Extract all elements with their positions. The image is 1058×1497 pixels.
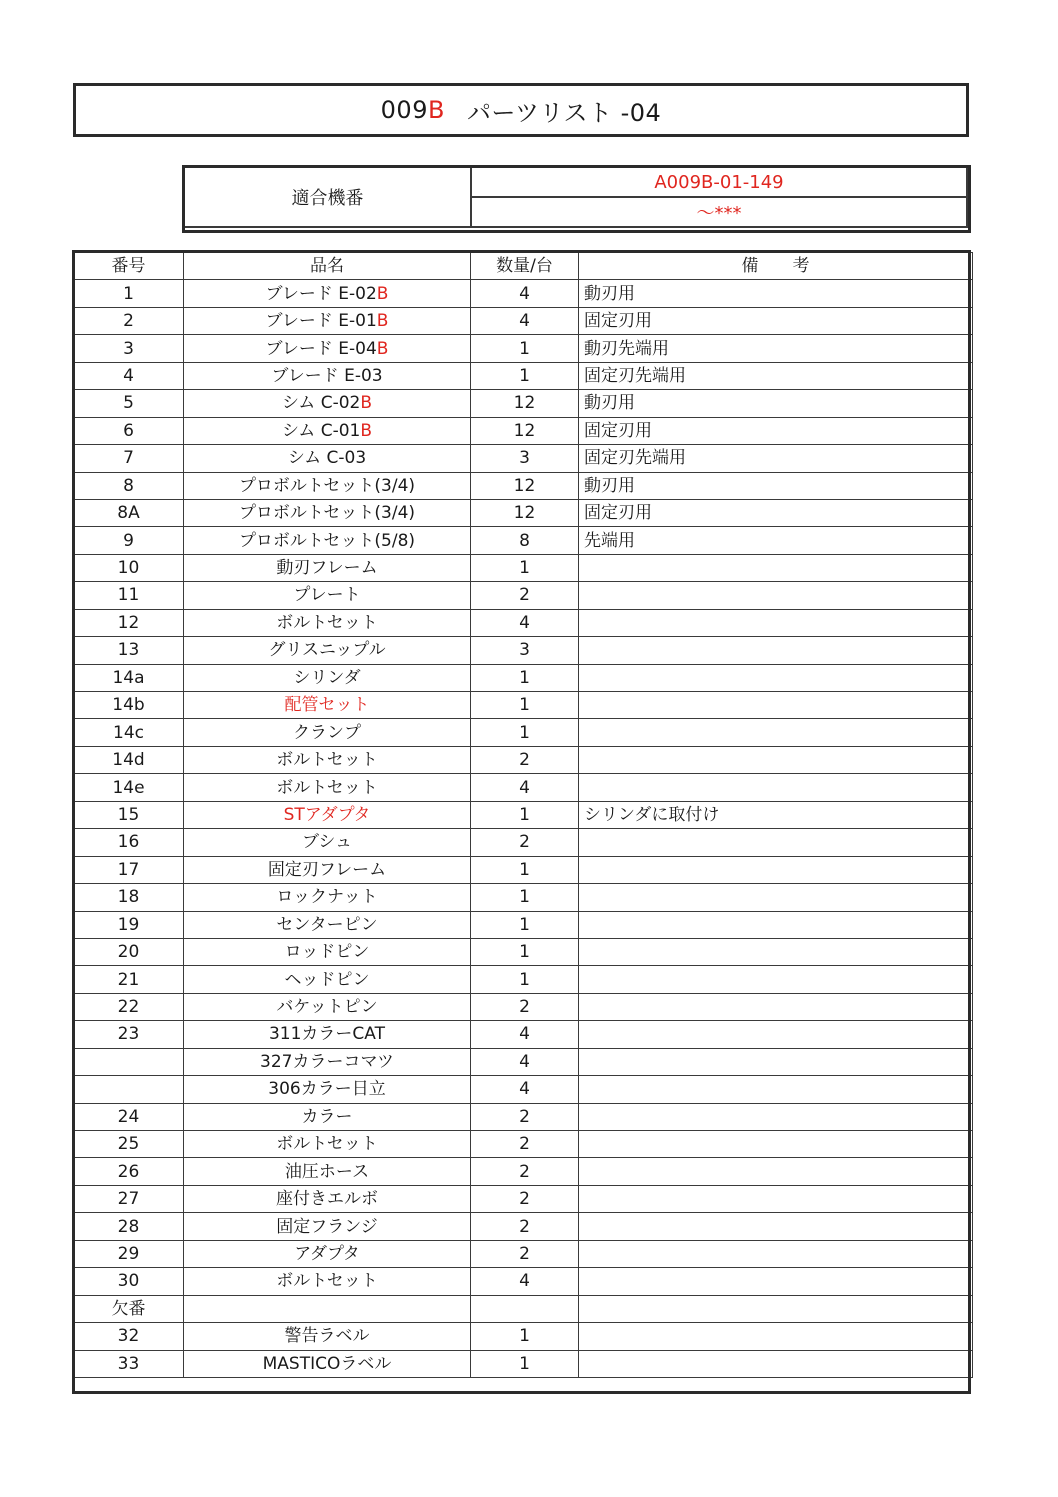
table-row	[74, 582, 973, 609]
row-name-suffix: B	[376, 311, 389, 332]
row-name-text: STアダプタ	[283, 804, 371, 825]
row-no: 25	[74, 1131, 184, 1158]
row-note	[579, 1268, 973, 1295]
row-no: 8A	[74, 499, 184, 526]
table-row	[74, 445, 973, 472]
row-name-text: 座付きエルボ	[276, 1189, 378, 1210]
row-qty: 12	[471, 499, 579, 526]
row-name	[184, 801, 471, 828]
row-name-text: 配管セット	[284, 695, 370, 716]
row-name-text: シム C-02	[281, 393, 361, 414]
page-title	[73, 83, 969, 137]
row-name	[184, 1213, 471, 1240]
table-row	[74, 1103, 973, 1130]
table-row	[74, 719, 973, 746]
row-name-text: ボルトセット	[276, 1271, 378, 1292]
row-qty: 2	[471, 993, 579, 1020]
row-name	[184, 1185, 471, 1212]
table-row	[74, 1350, 973, 1377]
table-row	[74, 1268, 973, 1295]
row-note	[579, 1131, 973, 1158]
row-note	[579, 938, 973, 965]
row-no: 27	[74, 1185, 184, 1212]
row-name	[184, 1021, 471, 1048]
table-row	[74, 911, 973, 938]
row-name	[184, 692, 471, 719]
row-name-text: ボルトセット	[276, 777, 378, 798]
table-row	[74, 499, 973, 526]
table-row	[74, 1131, 973, 1158]
serial-from: A009B-01-149	[471, 167, 967, 197]
row-name-text: クランプ	[293, 722, 361, 743]
table-row	[74, 993, 973, 1020]
row-no: 29	[74, 1240, 184, 1267]
row-name	[184, 746, 471, 773]
row-note: 動刃用	[579, 280, 973, 307]
row-name	[184, 1295, 471, 1322]
row-name	[184, 362, 471, 389]
row-no: 33	[74, 1350, 184, 1377]
row-no	[74, 1048, 184, 1075]
row-name	[184, 1076, 471, 1103]
table-row	[74, 1323, 973, 1350]
table-row	[74, 664, 973, 691]
row-note	[579, 746, 973, 773]
row-qty: 1	[471, 938, 579, 965]
row-qty: 1	[471, 856, 579, 883]
table-row	[74, 417, 973, 444]
row-no: 21	[74, 966, 184, 993]
row-qty: 2	[471, 1185, 579, 1212]
row-note: 先端用	[579, 527, 973, 554]
row-name-text: ブレード E-01	[265, 311, 377, 332]
table-row	[74, 362, 973, 389]
row-note: 固定刃先端用	[579, 445, 973, 472]
row-qty: 2	[471, 1158, 579, 1185]
row-no: 欠番	[74, 1295, 184, 1322]
table-row	[74, 1076, 973, 1103]
row-name-text: カラー	[301, 1106, 353, 1127]
row-note	[579, 829, 973, 856]
table-row	[74, 609, 973, 636]
row-no: 16	[74, 829, 184, 856]
row-qty: 1	[471, 1350, 579, 1377]
row-name	[184, 307, 471, 334]
row-note	[579, 884, 973, 911]
row-note	[579, 856, 973, 883]
row-no: 11	[74, 582, 184, 609]
row-qty: 12	[471, 417, 579, 444]
row-name	[184, 1131, 471, 1158]
table-header-row	[74, 253, 973, 280]
row-name-text: シリンダ	[293, 667, 361, 688]
row-note	[579, 1103, 973, 1130]
row-qty: 4	[471, 1021, 579, 1048]
row-note	[579, 1185, 973, 1212]
row-no: 4	[74, 362, 184, 389]
row-name-text: 311カラーCAT	[268, 1024, 385, 1045]
row-note	[579, 692, 973, 719]
row-qty: 12	[471, 472, 579, 499]
table-row	[74, 1048, 973, 1075]
row-note	[579, 582, 973, 609]
row-qty: 1	[471, 1323, 579, 1350]
row-qty: 2	[471, 1213, 579, 1240]
row-name-text: プレート	[293, 585, 361, 606]
row-name-text: ブレード E-03	[271, 365, 383, 386]
row-note	[579, 911, 973, 938]
row-name	[184, 966, 471, 993]
row-no: 14d	[74, 746, 184, 773]
table-row	[74, 692, 973, 719]
row-note	[579, 1240, 973, 1267]
row-qty: 1	[471, 911, 579, 938]
table-row	[74, 774, 973, 801]
row-name	[184, 829, 471, 856]
row-note	[579, 1158, 973, 1185]
row-name-text: ブレード E-04	[265, 338, 377, 359]
row-no: 2	[74, 307, 184, 334]
row-name-text: MASTICOラベル	[262, 1353, 392, 1374]
fit-table	[183, 166, 968, 228]
row-note	[579, 1021, 973, 1048]
row-name-text: 固定フランジ	[276, 1216, 378, 1237]
row-note	[579, 1323, 973, 1350]
row-name-suffix: B	[360, 393, 373, 414]
row-name-text: 動刃フレーム	[276, 558, 378, 579]
row-name	[184, 993, 471, 1020]
row-note: 動刃先端用	[579, 335, 973, 362]
row-note	[579, 664, 973, 691]
row-no: 30	[74, 1268, 184, 1295]
row-name	[184, 1048, 471, 1075]
row-no: 8	[74, 472, 184, 499]
row-qty: 12	[471, 390, 579, 417]
row-name	[184, 1158, 471, 1185]
row-qty: 4	[471, 280, 579, 307]
row-name	[184, 609, 471, 636]
row-no: 5	[74, 390, 184, 417]
row-no: 14e	[74, 774, 184, 801]
row-name	[184, 499, 471, 526]
title-text: パーツリスト -04	[466, 98, 662, 127]
row-no: 32	[74, 1323, 184, 1350]
row-name-text: バケットピン	[276, 997, 378, 1018]
table-row	[74, 307, 973, 334]
row-note	[579, 719, 973, 746]
title-model-suffix: B	[427, 96, 445, 124]
row-name	[184, 445, 471, 472]
row-note: 固定刃用	[579, 417, 973, 444]
row-name-text: プロボルトセット(3/4)	[238, 503, 416, 524]
row-note	[579, 1076, 973, 1103]
row-name	[184, 884, 471, 911]
table-row	[74, 1240, 973, 1267]
row-name	[184, 472, 471, 499]
row-name-text: ロッドピン	[284, 942, 370, 963]
row-qty: 1	[471, 362, 579, 389]
row-name-text: 306カラー日立	[268, 1079, 386, 1100]
row-qty: 2	[471, 1131, 579, 1158]
row-qty: 1	[471, 884, 579, 911]
row-note	[579, 966, 973, 993]
row-qty: 4	[471, 1268, 579, 1295]
row-note: 動刃用	[579, 390, 973, 417]
row-qty: 1	[471, 966, 579, 993]
row-note	[579, 1295, 973, 1322]
row-no: 3	[74, 335, 184, 362]
row-name-text: ボルトセット	[276, 750, 378, 771]
row-no: 28	[74, 1213, 184, 1240]
table-row	[74, 637, 973, 664]
row-name-text: ブシュ	[302, 832, 352, 853]
row-no: 1	[74, 280, 184, 307]
row-no: 14b	[74, 692, 184, 719]
row-qty: 4	[471, 1076, 579, 1103]
row-qty: 2	[471, 746, 579, 773]
row-note: 固定刃先端用	[579, 362, 973, 389]
row-no: 13	[74, 637, 184, 664]
header-no: 番号	[74, 253, 184, 280]
row-name-text: 油圧ホース	[284, 1161, 370, 1182]
row-qty: 1	[471, 692, 579, 719]
table-row	[74, 801, 973, 828]
row-qty: 4	[471, 307, 579, 334]
table-row	[74, 1213, 973, 1240]
row-qty: 1	[471, 801, 579, 828]
row-no: 15	[74, 801, 184, 828]
row-name-suffix: B	[376, 338, 389, 359]
row-name	[184, 554, 471, 581]
row-no: 22	[74, 993, 184, 1020]
row-qty	[471, 1295, 579, 1322]
row-qty: 1	[471, 719, 579, 746]
row-qty: 3	[471, 445, 579, 472]
row-name	[184, 1350, 471, 1377]
row-qty: 4	[471, 1048, 579, 1075]
row-no	[74, 1076, 184, 1103]
row-qty: 2	[471, 582, 579, 609]
row-name	[184, 582, 471, 609]
table-row	[74, 335, 973, 362]
row-qty: 3	[471, 637, 579, 664]
row-name-text: 警告ラベル	[284, 1326, 370, 1347]
row-no: 9	[74, 527, 184, 554]
row-name-suffix: B	[376, 283, 389, 304]
row-name-text: プロボルトセット(3/4)	[238, 475, 416, 496]
table-row	[74, 390, 973, 417]
table-row	[74, 746, 973, 773]
row-name	[184, 1268, 471, 1295]
row-name	[184, 938, 471, 965]
table-row	[74, 829, 973, 856]
row-no: 18	[74, 884, 184, 911]
row-no: 24	[74, 1103, 184, 1130]
row-name	[184, 417, 471, 444]
row-name	[184, 390, 471, 417]
row-name-text: シム C-01	[281, 420, 361, 441]
row-name-text: グリスニップル	[268, 640, 386, 661]
table-row	[74, 1185, 973, 1212]
row-no: 20	[74, 938, 184, 965]
row-note: シリンダに取付け	[579, 801, 973, 828]
row-name-text: ヘッドピン	[284, 969, 370, 990]
row-note: 動刃用	[579, 472, 973, 499]
row-no: 6	[74, 417, 184, 444]
row-name-suffix: B	[360, 420, 373, 441]
title-model: 009	[380, 96, 428, 124]
row-qty: 1	[471, 554, 579, 581]
row-qty: 1	[471, 664, 579, 691]
row-note	[579, 1213, 973, 1240]
table-row	[74, 472, 973, 499]
table-row	[74, 1295, 973, 1322]
row-name-text: 327カラーコマツ	[260, 1051, 394, 1072]
row-qty: 2	[471, 1103, 579, 1130]
row-name-text: アダプタ	[294, 1243, 360, 1264]
row-name	[184, 911, 471, 938]
row-note	[579, 1350, 973, 1377]
table-row	[74, 938, 973, 965]
row-qty: 8	[471, 527, 579, 554]
row-name-text: プロボルトセット(5/8)	[238, 530, 416, 551]
table-row	[74, 527, 973, 554]
row-note	[579, 554, 973, 581]
table-row	[74, 966, 973, 993]
row-no: 19	[74, 911, 184, 938]
row-name-text: ロックナット	[276, 887, 378, 908]
row-note: 固定刃用	[579, 307, 973, 334]
row-qty: 2	[471, 1240, 579, 1267]
row-no: 26	[74, 1158, 184, 1185]
row-no: 17	[74, 856, 184, 883]
row-note	[579, 609, 973, 636]
row-name-text: シム C-03	[287, 448, 367, 469]
row-name	[184, 1323, 471, 1350]
row-name	[184, 527, 471, 554]
row-note	[579, 774, 973, 801]
row-qty: 4	[471, 609, 579, 636]
row-no: 14c	[74, 719, 184, 746]
row-name-text: ボルトセット	[276, 612, 378, 633]
row-name-text: ボルトセット	[276, 1134, 378, 1155]
row-name	[184, 335, 471, 362]
row-name	[184, 719, 471, 746]
serial-to: ～***	[471, 197, 967, 227]
table-row	[74, 554, 973, 581]
row-name-text: センターピン	[276, 914, 378, 935]
table-row	[74, 884, 973, 911]
row-no: 10	[74, 554, 184, 581]
row-no: 23	[74, 1021, 184, 1048]
row-name	[184, 1103, 471, 1130]
row-no: 14a	[74, 664, 184, 691]
row-no: 7	[74, 445, 184, 472]
row-qty: 4	[471, 774, 579, 801]
row-note	[579, 1048, 973, 1075]
row-note: 固定刃用	[579, 499, 973, 526]
fit-label: 適合機番	[184, 167, 471, 227]
table-row	[74, 856, 973, 883]
row-no: 12	[74, 609, 184, 636]
row-name	[184, 856, 471, 883]
row-name	[184, 280, 471, 307]
row-name-text: 固定刃フレーム	[267, 859, 387, 880]
row-name	[184, 664, 471, 691]
table-row	[74, 280, 973, 307]
header-name: 品名	[184, 253, 471, 280]
row-name	[184, 637, 471, 664]
header-note: 備 考	[579, 253, 973, 280]
parts-table	[73, 252, 973, 1378]
table-row	[74, 1158, 973, 1185]
row-note	[579, 637, 973, 664]
row-note	[579, 993, 973, 1020]
row-name	[184, 774, 471, 801]
row-qty: 2	[471, 829, 579, 856]
row-qty: 1	[471, 335, 579, 362]
header-qty: 数量/台	[471, 253, 579, 280]
table-row	[74, 1021, 973, 1048]
row-name	[184, 1240, 471, 1267]
row-name-text: ブレード E-02	[265, 283, 377, 304]
